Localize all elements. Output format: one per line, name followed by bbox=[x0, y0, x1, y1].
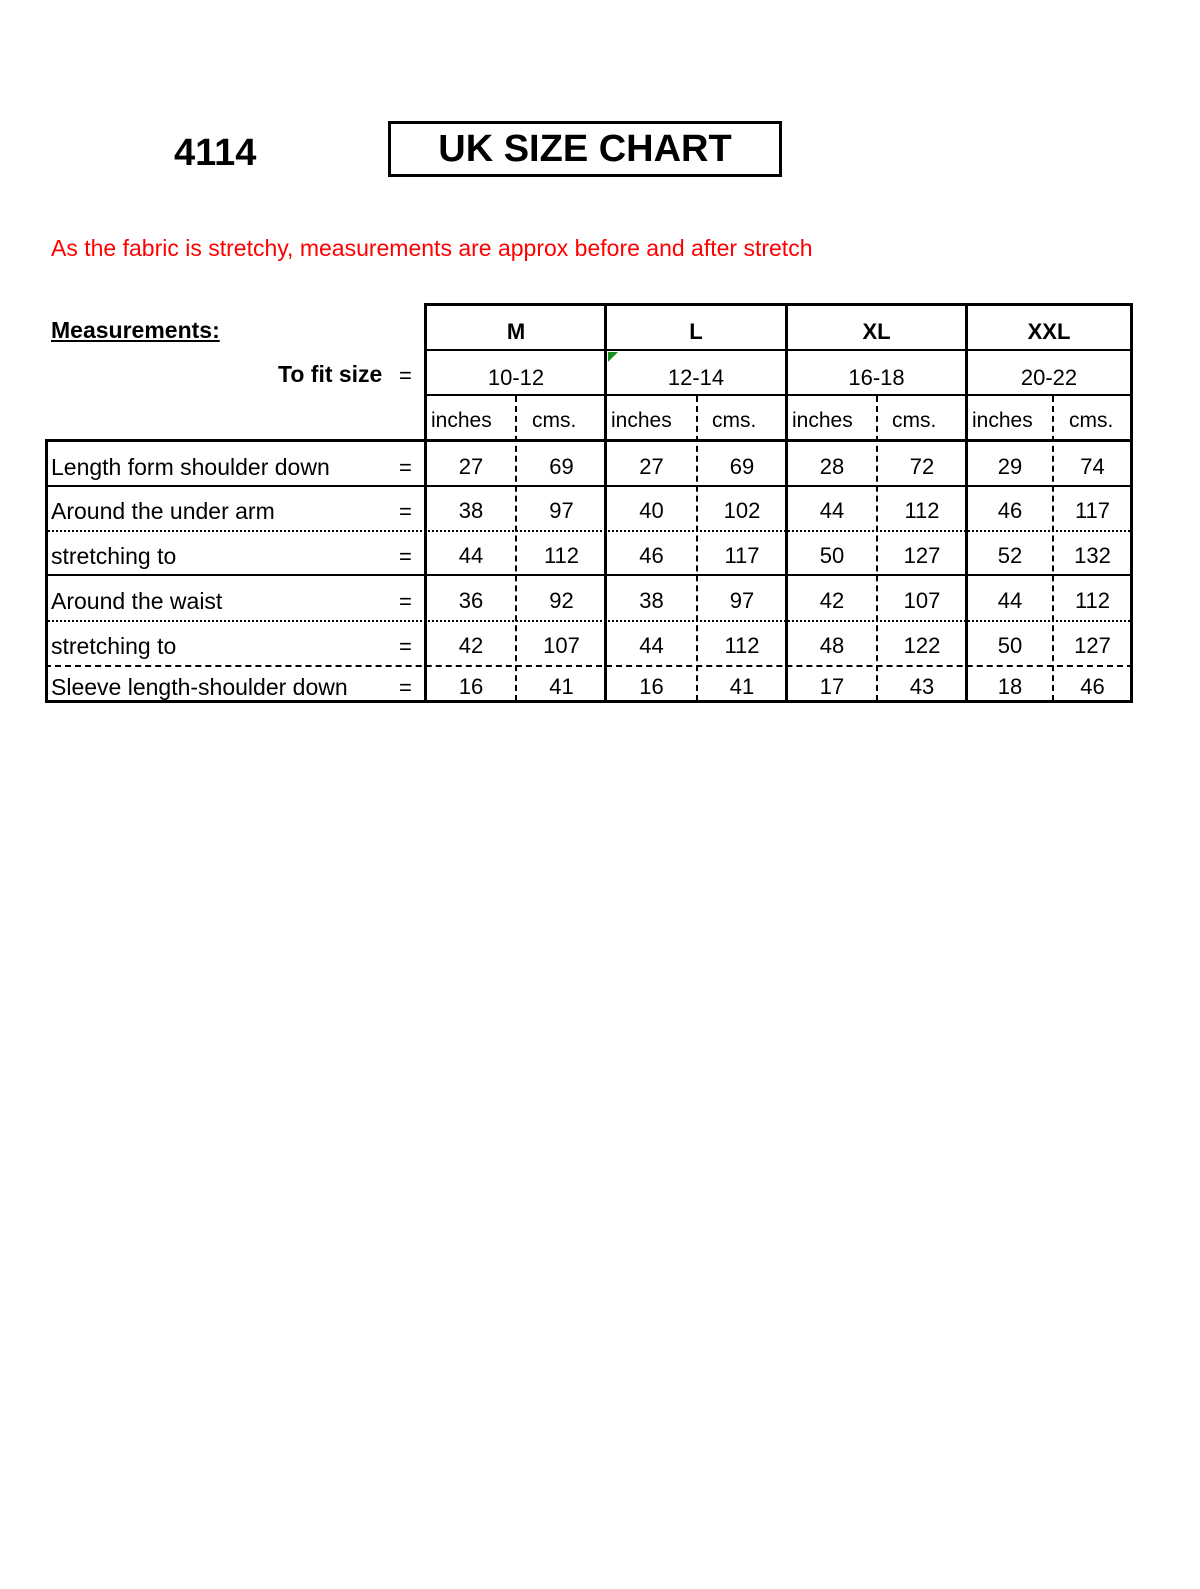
fit-size-label: To fit size bbox=[278, 361, 383, 387]
fit-size-xxl: 20-22 bbox=[1020, 365, 1078, 390]
table-cell: 107 bbox=[903, 588, 941, 613]
table-cell: 112 bbox=[1074, 588, 1111, 613]
table-cell: 117 bbox=[724, 543, 760, 568]
size-header-l: L bbox=[689, 319, 703, 344]
row-label-around-waist: Around the waist bbox=[51, 588, 223, 614]
row-equals: = bbox=[399, 499, 412, 524]
table-cell: 36 bbox=[458, 588, 484, 613]
table-cell: 27 bbox=[639, 454, 664, 479]
table-cell: 18 bbox=[997, 674, 1023, 699]
table-cell: 16 bbox=[639, 674, 664, 699]
table-cell: 27 bbox=[458, 454, 484, 479]
table-cell: 97 bbox=[729, 588, 755, 613]
table-cell: 97 bbox=[549, 498, 574, 523]
table-cell: 72 bbox=[909, 454, 935, 479]
fit-size-l: 12-14 bbox=[667, 365, 725, 390]
measurements-label: Measurements: bbox=[51, 317, 220, 343]
product-code: 4114 bbox=[174, 132, 257, 174]
table-cell: 28 bbox=[819, 454, 845, 479]
row-label-under-arm-stretch: stretching to bbox=[51, 543, 177, 569]
table-cell: 112 bbox=[543, 543, 580, 568]
table-cell: 17 bbox=[819, 674, 845, 699]
table-cell: 41 bbox=[549, 674, 574, 699]
table-cell: 42 bbox=[458, 633, 484, 658]
table-cell: 74 bbox=[1080, 454, 1105, 479]
table-cell: 92 bbox=[549, 588, 574, 613]
unit-cms-m: cms. bbox=[532, 409, 577, 432]
row-equals: = bbox=[399, 634, 412, 659]
table-cell: 43 bbox=[909, 674, 935, 699]
table-cell: 46 bbox=[639, 543, 664, 568]
table-cell: 50 bbox=[819, 543, 845, 568]
row-equals: = bbox=[399, 675, 412, 700]
table-cell: 38 bbox=[458, 498, 484, 523]
unit-cms-xxl: cms. bbox=[1069, 409, 1114, 432]
table-cell: 42 bbox=[819, 588, 845, 613]
table-cell: 127 bbox=[1074, 633, 1111, 658]
unit-cms-l: cms. bbox=[712, 409, 757, 432]
unit-inches-l: inches bbox=[611, 409, 672, 432]
stretch-note: As the fabric is stretchy, measurements are approx before and after stretch bbox=[51, 235, 813, 261]
table-cell: 112 bbox=[904, 498, 940, 523]
table-cell: 127 bbox=[903, 543, 941, 568]
row-label-length-shoulder-down: Length form shoulder down bbox=[51, 454, 330, 480]
page-title: UK SIZE CHART bbox=[388, 121, 782, 177]
table-cell: 40 bbox=[639, 498, 664, 523]
table-cell: 52 bbox=[997, 543, 1023, 568]
row-equals: = bbox=[399, 544, 412, 569]
table-cell: 69 bbox=[729, 454, 755, 479]
table-cell: 122 bbox=[903, 633, 941, 658]
table-cell: 50 bbox=[997, 633, 1023, 658]
table-cell: 102 bbox=[723, 498, 761, 523]
row-label-sleeve-length: Sleeve length-shoulder down bbox=[51, 674, 348, 700]
table-cell: 46 bbox=[997, 498, 1023, 523]
table-cell: 69 bbox=[549, 454, 574, 479]
unit-cms-xl: cms. bbox=[892, 409, 937, 432]
table-cell: 112 bbox=[724, 633, 760, 658]
unit-inches-xxl: inches bbox=[972, 409, 1033, 432]
table-cell: 48 bbox=[819, 633, 845, 658]
row-equals: = bbox=[399, 455, 412, 480]
row-label-around-under-arm: Around the under arm bbox=[51, 498, 275, 524]
cell-comment-marker bbox=[608, 352, 618, 362]
table-cell: 38 bbox=[639, 588, 664, 613]
size-header-xxl: XXL bbox=[1027, 319, 1071, 344]
table-cell: 44 bbox=[997, 588, 1023, 613]
table-cell: 44 bbox=[458, 543, 484, 568]
fit-size-equals: = bbox=[399, 363, 412, 388]
fit-size-m: 10-12 bbox=[487, 365, 545, 390]
unit-inches-m: inches bbox=[431, 409, 492, 432]
table-cell: 107 bbox=[543, 633, 580, 658]
table-cell: 29 bbox=[997, 454, 1023, 479]
unit-inches-xl: inches bbox=[792, 409, 853, 432]
table-cell: 46 bbox=[1080, 674, 1105, 699]
table-cell: 16 bbox=[458, 674, 484, 699]
table-cell: 44 bbox=[639, 633, 664, 658]
row-label-waist-stretch: stretching to bbox=[51, 633, 177, 659]
row-equals: = bbox=[399, 589, 412, 614]
table-cell: 44 bbox=[819, 498, 845, 523]
table-cell: 132 bbox=[1074, 543, 1111, 568]
size-header-m: M bbox=[506, 319, 526, 344]
table-cell: 41 bbox=[729, 674, 755, 699]
size-header-xl: XL bbox=[862, 319, 891, 344]
table-cell: 117 bbox=[1074, 498, 1111, 523]
fit-size-xl: 16-18 bbox=[848, 365, 905, 390]
